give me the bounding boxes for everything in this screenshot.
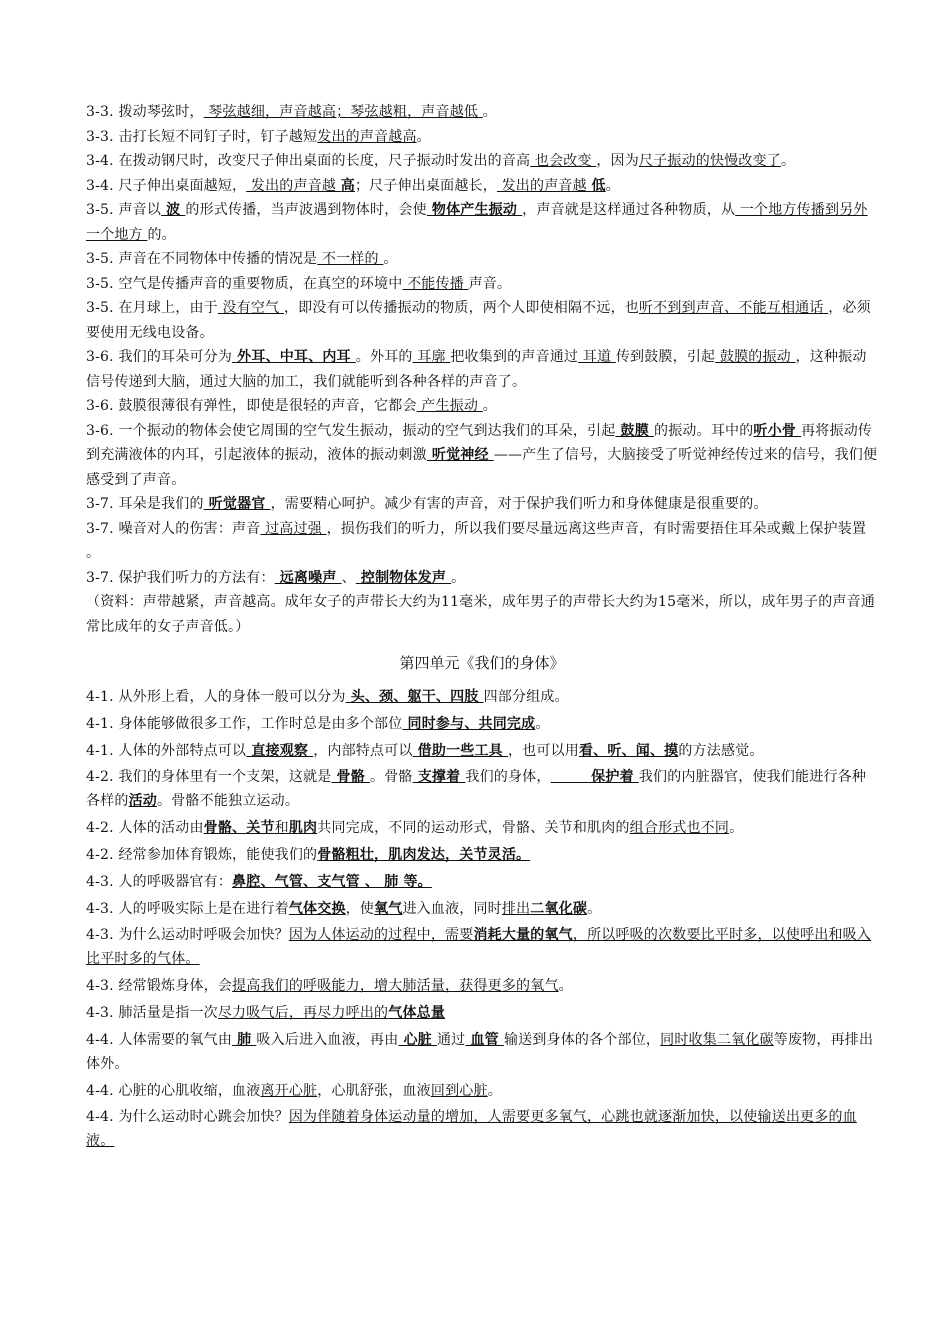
text-line [86, 345, 878, 394]
answer-bold: 直接观察 [246, 742, 314, 759]
text-line [86, 198, 878, 247]
section-title: 第四单元《我们的身体》 [399, 654, 565, 672]
text: 4-2. 经常参加体育锻炼，能使我们的 [86, 846, 318, 863]
text: ，使 [345, 900, 375, 917]
answer-bold: 骨骼、关节 [203, 820, 275, 837]
text-line [86, 765, 878, 813]
answer-bold: 物体产生振动 [426, 202, 523, 218]
answer-underlined: 二氧化碳 [716, 1031, 774, 1048]
text-line [86, 566, 878, 591]
text-line [86, 125, 878, 150]
text: 4-3. 人的呼吸器官有： [86, 873, 233, 890]
answer-bold: 远离噪声 [274, 569, 342, 586]
text: 4-3. 为什么运动时呼吸会加快？ [86, 927, 289, 944]
text: ，需要精心呵护。减少有害的声音，对于保护我们听力和身体健康是很重要的。 [270, 496, 768, 512]
text: 。 [482, 104, 497, 120]
text: 3-3. 击打长短不同钉子时，钉子越短 [86, 128, 318, 145]
answer-bold: 控制物体发声 [355, 569, 452, 586]
text: 3-7. 耳朵是我们的 [86, 496, 204, 512]
answer-bold: 听觉器官 [203, 496, 271, 512]
text-line [86, 296, 878, 345]
answer-bold: 外耳、中耳、内耳 [232, 349, 356, 365]
text: 。骨骼 [370, 769, 413, 786]
answer-bold: 心脏 [398, 1031, 437, 1048]
text: 3-5. 在月球上，由于 [86, 300, 218, 316]
text: 3-6. 一个振动的物体会使它周围的空气发生振动，振动的空气到达我们的耳朵，引起 [86, 422, 616, 439]
text-line [86, 272, 878, 297]
answer-underlined: 回到心脏 [430, 1082, 488, 1099]
text: 声音。 [468, 275, 512, 292]
text-line [86, 923, 878, 971]
text-line [86, 247, 878, 272]
text: 的形式传播，当声波遇到物体时，会使 [185, 202, 427, 218]
text: 。 [451, 569, 466, 586]
text: 4-1. 从外形上看，人的身体一般可以分为 [86, 689, 346, 705]
answer-underlined: 组合形式也不同 [629, 820, 730, 837]
text: 等废物，再排出体外。 [86, 1031, 874, 1072]
text: 把收集到的声音通过 [450, 349, 579, 365]
answer-bold: 支撑着 [412, 769, 466, 786]
answer-bold: 活动 [128, 793, 158, 810]
answer-bold: 保护着 [550, 769, 639, 786]
answer-bold: 波 [161, 202, 186, 218]
text-line [86, 419, 878, 493]
text: 。 [605, 177, 620, 194]
text: ，声音就是这样通过各种物质，从 [522, 202, 736, 218]
text-line [86, 816, 878, 840]
answer-bold: 鼓膜 [615, 422, 655, 439]
answer-bold: 消耗大量的氧气 [473, 927, 573, 944]
document-page [86, 100, 878, 1156]
answer-bold: 听小骨 [753, 422, 802, 439]
answer-underlined: 提高我们的呼吸能力，增大肺活量，获得更多的氧气 [232, 978, 559, 995]
text-line [86, 517, 878, 566]
answer-bold: 气体总量 [388, 1004, 446, 1021]
text: 4-1. 人体的外部特点可以 [86, 742, 247, 759]
text-line [86, 1105, 878, 1153]
text: 4-4. 人体需要的氧气由 [86, 1031, 233, 1048]
answer-underlined: 也会改变 [530, 153, 597, 169]
answer-underlined: 排出 [501, 900, 531, 917]
text: 我们的内脏器官，使我们能进行各种各样的 [86, 769, 867, 810]
text-line [86, 843, 878, 867]
text: 4-2. 我们的身体里有一个支架，这就是 [86, 769, 332, 786]
text: 4-2. 人体的活动由 [86, 820, 204, 837]
answer-underlined: 不一样的 [317, 251, 384, 267]
text: 4-4. 心脏的心肌收缩，血液 [86, 1082, 261, 1099]
text: 。外耳的 [355, 349, 413, 365]
answer-underlined: 离开心脏 [260, 1082, 318, 1099]
text: 3-6. 我们的耳朵可分为 [86, 349, 233, 365]
answer-bold: 血管 [465, 1031, 504, 1048]
text: 共同完成，不同的运动形式，骨骼、关节和肌肉的 [317, 820, 630, 837]
text-line [86, 149, 878, 174]
text: 3-5. 声音在不同物体中传播的情况是 [86, 251, 318, 267]
answer-underlined: 同时收集 [660, 1031, 717, 1048]
text-line [86, 870, 878, 894]
text: 的。 [147, 226, 176, 243]
text-line [86, 100, 878, 125]
answer-underlined: 尺子振动的快慢改变了 [638, 153, 781, 169]
text: 输送到身体的各个部位， [503, 1031, 661, 1048]
answer-underlined: 发出的声音越 [496, 177, 592, 194]
text-line [86, 897, 878, 921]
text-line [86, 739, 878, 763]
answer-underlined: 鼓膜的振动 [715, 349, 796, 365]
answer-bold: 鼻腔、气管、支气管 、 肺 等。 [232, 873, 432, 890]
answer-bold: 低 [591, 177, 606, 194]
text-line [86, 492, 878, 517]
text: ，损伤我们的听力，所以我们要尽量远离这些声音，有时需要捂住耳朵或戴上保护装置 。 [86, 520, 867, 561]
text: 四部分组成。 [483, 689, 569, 705]
text-line [86, 174, 878, 199]
answer-bold: 高 [340, 177, 355, 194]
text: 3-7. 保护我们听力的方法有： [86, 569, 275, 586]
text: 4-1. 身体能够做很多工作，工作时总是由多个部位 [86, 715, 403, 732]
text: 。 [535, 715, 550, 732]
unit4-section [86, 685, 878, 1153]
answer-bold: 气体交换 [288, 900, 346, 917]
answer-underlined: 耳廓 [412, 349, 451, 365]
text-line [86, 1028, 878, 1076]
text: 。 [482, 398, 497, 414]
text: ，因为 [596, 153, 639, 169]
text-line [86, 1001, 878, 1025]
text: 3-3. 拨动琴弦时， [86, 104, 204, 120]
answer-underlined: 发出的声音越高 [317, 128, 417, 145]
answer-underlined: 产生振动 [416, 398, 483, 414]
answer-underlined: 耳道 [578, 349, 616, 365]
text-line [86, 1079, 878, 1103]
text: 3-4. 尺子伸出桌面越短， [86, 177, 247, 194]
text: 。 [383, 251, 398, 267]
answer-bold: 骨骼 [331, 769, 371, 786]
answer-bold: 头、颈、躯干、四肢 [345, 689, 484, 705]
text: 进入血液，同时 [402, 900, 502, 917]
answer-bold: 氧气 [374, 900, 403, 917]
text: 3-4. 在拨动钢尺时，改变尺子伸出桌面的长度，尺子振动时发出的音高 [86, 153, 531, 169]
answer-underlined: 因为人体运动的过程中，需要 [288, 927, 474, 944]
text: 的振动。耳中的 [654, 422, 754, 439]
text: 。 [729, 820, 744, 837]
text: 再将振动传到充满液体的内耳，引起液体的振动，液体的振动刺激 [86, 422, 873, 463]
text: 4-4. 为什么运动时心跳会加快？ [86, 1109, 289, 1126]
answer-bold: 二氧化碳 [530, 900, 588, 917]
text: ，也可以用 [507, 742, 579, 759]
answer-bold: 肺 [232, 1031, 257, 1048]
text: 。 [587, 900, 602, 917]
answer-bold: 肌肉 [288, 820, 318, 837]
text: ；尺子伸出桌面越长， [354, 177, 497, 194]
text: ，这种振动信号传递到大脑，通过大脑的加工，我们就能听到各种各样的声音了。 [86, 349, 867, 390]
answer-bold: 借助一些工具 [412, 742, 508, 759]
answer-bold: 同时参与、共同完成 [402, 715, 536, 732]
text: 通过 [436, 1031, 466, 1048]
text: ，心肌舒张，血液 [317, 1082, 431, 1099]
text: 我们的身体， [465, 769, 551, 786]
text-line [86, 394, 878, 419]
text: 吸入后进入血液，再由 [256, 1031, 399, 1048]
text: 、 [341, 569, 356, 586]
answer-underlined: ，所以呼吸的次数要比平时多，以使呼出和吸入比平时多的气体。 [86, 927, 872, 968]
note-paragraph: （资料：声带越紧，声音越高。成年女子的声带长大约为11毫米，成年男子的声带长大约为15毫米，所以，成年男子的声音通常比成年的女子声音低。） [86, 594, 876, 635]
answer-bold: 骨骼粗壮，肌肉发达，关节灵活。 [317, 846, 531, 863]
text: 。骨骼不能独立运动。 [157, 793, 300, 810]
text: ——产生了信号，大脑接受了听觉神经传过来的信号，我们便感受到了声音。 [86, 447, 878, 488]
text: 4-3. 肺活量是指一次 [86, 1004, 218, 1021]
text: 。 [416, 128, 431, 145]
text: ，内部特点可以 [313, 742, 413, 759]
answer-underlined: 因为伴随着身体运动量的增加，人需要更多氧气，心跳也就逐渐加快，以使输送出更多的血液。 [86, 1109, 857, 1150]
text: 3-7. 噪音对人的伤害：声音 [86, 520, 261, 537]
answer-underlined: 一个地方传播到另外一个地方 [86, 202, 868, 243]
text: ，即没有可以传播振动的物质，两个人即使相隔不远，也 [283, 300, 639, 316]
text: 。 [558, 978, 573, 995]
text: 4-3. 经常锻炼身体，会 [86, 978, 233, 995]
answer-bold: 听觉神经 [426, 447, 494, 463]
text: 3-5. 声音以 [86, 202, 162, 218]
text-line [86, 685, 878, 709]
text: 和 [274, 820, 289, 837]
answer-bold: 看、听、闻、摸 [578, 742, 679, 759]
answer-underlined: 琴弦越细，声音越高；琴弦越粗，声音越低 [203, 104, 483, 120]
answer-underlined: 过高过强 [260, 520, 327, 537]
answer-underlined: 发出的声音越 [246, 177, 341, 194]
text: 3-6. 鼓膜很薄很有弹性，即使是很轻的声音，它都会 [86, 398, 417, 414]
answer-underlined: 没有空气 [217, 300, 284, 316]
answer-underlined: 听不到到声音、不能互相通话 [638, 300, 829, 316]
answer-underlined: 不能传播 [402, 275, 469, 292]
text: 。 [780, 153, 796, 169]
text: ，必须要使用无线电设备。 [86, 300, 871, 341]
text: 的方法感觉。 [678, 742, 764, 759]
text: 传到鼓膜，引起 [615, 349, 716, 365]
text: 。 [487, 1082, 502, 1099]
text: 4-3. 人的呼吸实际上是在进行着 [86, 900, 289, 917]
answer-underlined: 尽力吸气后，再尽力呼出的 [217, 1004, 389, 1021]
text-line [86, 974, 878, 998]
text-line [86, 712, 878, 736]
text: 3-5. 空气是传播声音的重要物质，在真空的环境中 [86, 275, 403, 292]
